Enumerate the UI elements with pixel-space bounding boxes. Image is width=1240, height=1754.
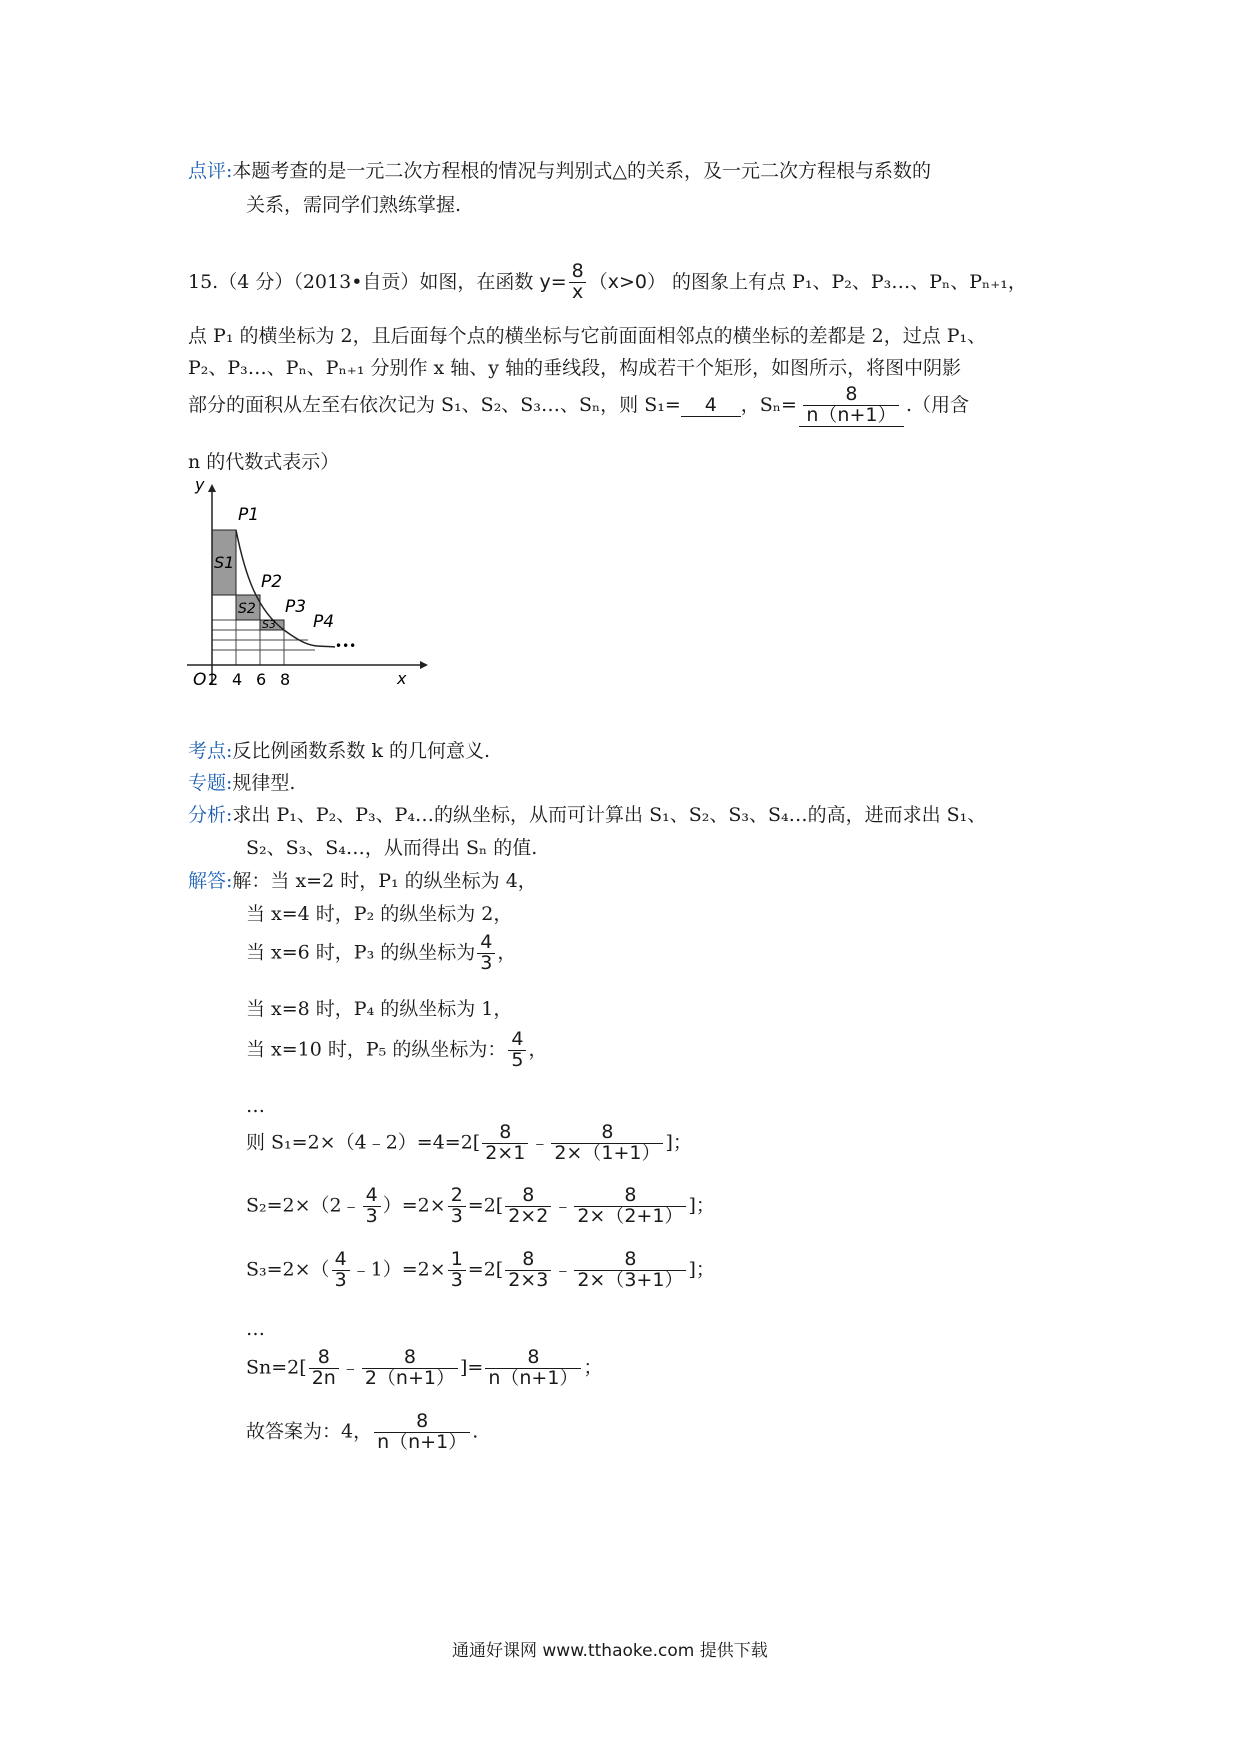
- final-prefix: 故答案为：4，: [246, 1420, 373, 1443]
- function-denominator: x: [569, 282, 586, 303]
- tick-label-4: 4: [232, 670, 243, 689]
- s3-equation: S₃=2×（ $\frac{4}{3}$ ﹣1）=2× $\frac{1}{3}$ =2[ $\frac{8}{2\times 3}$ ﹣ $\frac{8}{2\times(3+1)}$ ]；: [246, 1248, 715, 1291]
- problem-head-text: 15.（4 分）（2013•自贡）如图，在函数: [188, 270, 534, 293]
- sn-equation: Sn=2[ $\frac{8}{2n}$ ﹣ $\frac{8}{2(n+1)}$ ]= $\frac{8}{n(n+1)}$ ；: [246, 1346, 603, 1389]
- jieda-line-2: 当 x=4 时，P₂ 的纵坐标为 2，: [246, 903, 513, 925]
- fenxi-line-2: S₂、S₃、S₄…，从而得出 Sₙ 的值.: [246, 837, 538, 859]
- x-axis-arrow: [420, 661, 428, 669]
- footer-text: 通通好课网 www.tthaoke.com 提供下载: [452, 1641, 768, 1661]
- zhuanti-text: 规律型.: [232, 772, 296, 794]
- problem-line-4-a: 部分的面积从左至右依次记为 S₁、S₂、S₃…、Sₙ，则 S₁=: [188, 393, 681, 416]
- sn-prefix: Sn=2[: [246, 1356, 307, 1379]
- function-fraction: [569, 262, 587, 303]
- continuation-dots: •••: [335, 639, 357, 653]
- ellipsis-2: …: [246, 1318, 265, 1340]
- fenxi-label: 分析:: [188, 804, 233, 826]
- point-label-p3: P3: [285, 597, 307, 617]
- origin-label: O: [193, 670, 207, 690]
- fenxi-line-1: [188, 800, 986, 827]
- tick-label-6: 6: [256, 670, 267, 689]
- final-answer: 故答案为：4， $\frac{8}{n(n+1)}$ .: [246, 1410, 479, 1453]
- region-label-s1: S1: [214, 553, 235, 572]
- x-axis-label: x: [397, 669, 407, 688]
- problem-line-4-c: .（用含: [905, 393, 969, 416]
- review-line-2: 关系，需同学们熟练掌握.: [246, 194, 462, 216]
- problem-line-4-b: ，Sₙ=: [740, 393, 797, 416]
- function-lhs: y=: [539, 270, 567, 293]
- function-expression: [539, 260, 672, 303]
- problem-line-3: P₂、P₃…、Pₙ、Pₙ₊₁ 分别作 x 轴、y 轴的垂线段，构成若干个矩形，如图所示，将图中阴影: [188, 357, 962, 379]
- function-numerator: 8: [571, 260, 584, 282]
- jieda-line-4: 当 x=8 时，P₄ 的纵坐标为 1，: [246, 998, 513, 1020]
- problem-head-tail: 的图象上有点 P₁、P₂、P₃…、Pₙ、Pₙ₊₁，: [672, 270, 1027, 293]
- y-axis-arrow: [208, 484, 216, 492]
- jieda-label: 解答:: [188, 870, 233, 892]
- point-label-p4: P4: [313, 612, 335, 632]
- kaodian-text: 反比例函数系数 k 的几何意义.: [232, 740, 491, 762]
- fraction-4-3: $\frac{4}{3}$: [477, 933, 495, 974]
- s1-equation: 则 S₁=2×（4﹣2）=4=2[ $\frac{8}{2\times 1}$ ﹣ $\frac{8}{2\times(1+1)}$ ]；: [246, 1121, 692, 1164]
- answer-sn-numerator: 8: [845, 383, 858, 405]
- problem-line-4: [188, 385, 969, 427]
- jieda-text-5: 当 x=10 时，P₅ 的纵坐标为：: [246, 1038, 507, 1061]
- s1-prefix: 则 S₁=2×（4﹣2）=4=2[: [246, 1131, 481, 1154]
- y-axis-label: y: [195, 480, 205, 494]
- kaodian-line: [188, 736, 490, 763]
- jieda-line-5: 当 x=10 时，P₅ 的纵坐标为： $\frac{4}{5}$ ，: [246, 1028, 548, 1071]
- review-line-1: 本题考查的是一元二次方程根的情况与判别式△的关系，及一元二次方程根与系数的: [232, 160, 932, 182]
- s3-mid: ﹣1）=2×: [351, 1258, 446, 1281]
- region-label-s3: S3: [262, 618, 276, 631]
- jieda-text-1: 解：当 x=2 时，P₁ 的纵坐标为 4，: [232, 870, 537, 892]
- kaodian-label: 考点:: [188, 740, 233, 762]
- function-condition: （x>0）: [588, 270, 666, 293]
- point-label-p1: P1: [238, 505, 260, 525]
- jieda-line-3: 当 x=6 时，P₃ 的纵坐标为 $\frac{4}{3}$ ，: [246, 931, 517, 974]
- tick-label-8: 8: [280, 670, 291, 689]
- review-block: [188, 156, 931, 183]
- problem-line-5: n 的代数式表示）: [188, 451, 340, 473]
- s2-prefix: S₂=2×（2﹣: [246, 1194, 361, 1217]
- problem-head: [188, 262, 1027, 303]
- s2-equation: S₂=2×（2﹣ $\frac{4}{3}$ ）=2× $\frac{2}{3}$ =2[ $\frac{8}{2\times 2}$ ﹣ $\frac{8}{2\times(2+1)}$ ]；: [246, 1184, 715, 1227]
- fraction-4-5: $\frac{4}{5}$: [508, 1030, 526, 1071]
- answer-sn-fraction: [799, 385, 904, 427]
- point-label-p2: P2: [261, 572, 283, 592]
- ellipsis-1: …: [246, 1095, 265, 1117]
- s2-mid: ）=2×: [382, 1194, 446, 1217]
- problem-line-2: 点 P₁ 的横坐标为 2，且后面每个点的横坐标与它前面面相邻点的横坐标的差都是 2，过点 P₁、: [188, 325, 987, 347]
- problem-figure: [185, 480, 430, 690]
- s3-prefix: S₃=2×（: [246, 1258, 330, 1281]
- zhuanti-line: [188, 768, 295, 795]
- answer-s1: 4: [681, 394, 741, 417]
- region-label-s2: S2: [238, 601, 256, 617]
- jieda-text-3: 当 x=6 时，P₃ 的纵坐标为: [246, 941, 476, 964]
- fenxi-text-1: 求出 P₁、P₂、P₃、P₄…的纵坐标，从而可计算出 S₁、S₂、S₃、S₄…的高，进而求出 S₁、: [232, 804, 987, 826]
- review-label: 点评:: [188, 160, 233, 182]
- answer-sn-denominator: n（n+1）: [803, 405, 899, 426]
- jieda-line-1: [188, 866, 537, 893]
- tick-label-2: 2: [208, 670, 219, 689]
- zhuanti-label: 专题:: [188, 772, 233, 794]
